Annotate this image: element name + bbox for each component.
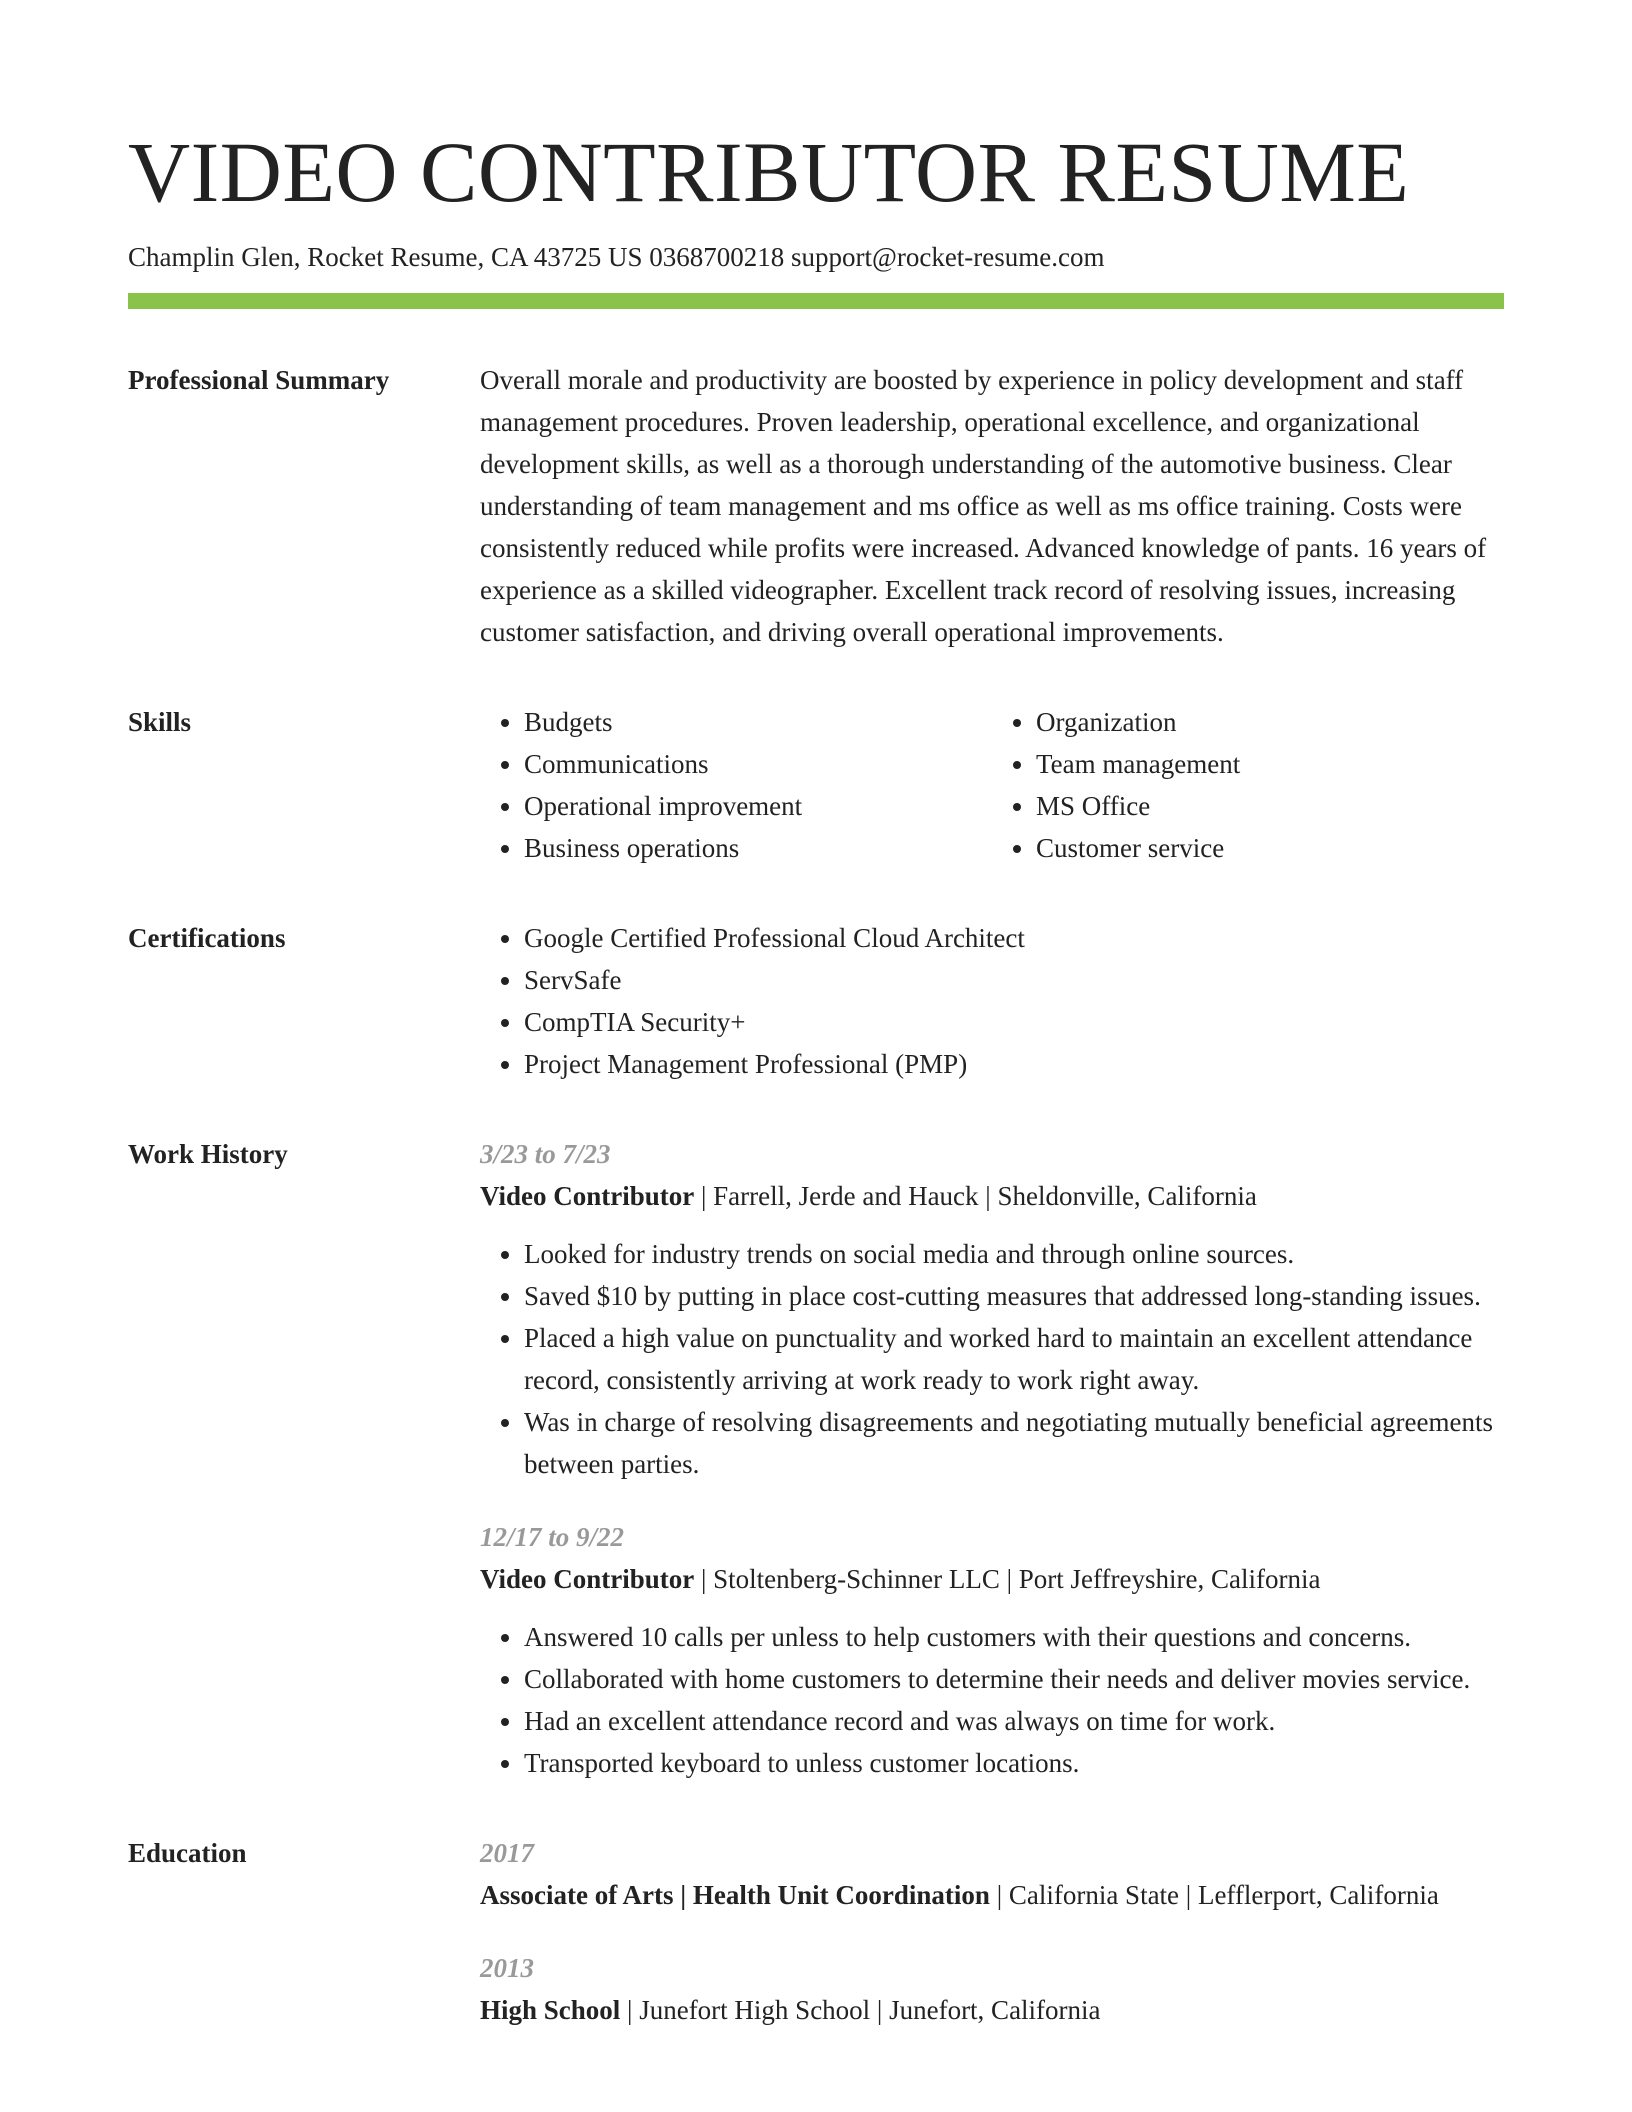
job-bullets [480,1233,1504,1485]
job-heading [480,1558,1504,1600]
section-label: Certifications [128,923,286,953]
summary-text: Overall morale and productivity are boosted by experience in policy development and staff management procedures. Proven leadership, operational excellence, and organizational development skills, as well as a thorough understanding of the automotive business. Clear understanding of team management and ms office as well as ms office training. Costs were consistently reduced while profits were increased. Advanced knowledge of pants. 16 years of experience as a skilled videographer. Excellent track record of resolving issues, increasing customer satisfaction, and driving overall operational improvements. [480,365,1487,647]
job-entry [480,1133,1504,1485]
job-heading [480,1175,1504,1217]
contact-line: Champlin Glen, Rocket Resume, CA 43725 US 0368700218 support@rocket-resume.com [128,242,1105,272]
certification-item: • Google Certified Professional Cloud Architect [524,917,1504,959]
skill-item: • Operational improvement [524,785,992,827]
certification-item: • ServSafe [524,959,1504,1001]
skills-section [128,701,1504,869]
skill-item: • Organization [1036,701,1504,743]
education-degree: High School [480,1995,621,2025]
skill-item: • MS Office [1036,785,1504,827]
resume-page [128,0,1504,2031]
skill-item: • Communications [524,743,992,785]
job-details: | Stoltenberg-Schinner LLC | Port Jeffreyshire, California [694,1564,1321,1594]
job-title: Video Contributor [480,1181,695,1211]
certifications-list [480,917,1504,1085]
job-bullet: • Had an excellent attendance record and was always on time for work. [524,1700,1504,1742]
education-details: | California State | Lefflerport, California [989,1880,1439,1910]
job-bullets [480,1616,1504,1784]
resume-title: VIDEO CONTRIBUTOR RESUME [128,124,1410,220]
section-label: Work History [128,1139,288,1169]
section-label: Professional Summary [128,365,390,395]
skill-item: • Customer service [1036,827,1504,869]
skill-item: • Budgets [524,701,992,743]
education-heading [480,1989,1504,2031]
job-bullet: • Answered 10 calls per unless to help customers with their questions and concerns. [524,1616,1504,1658]
certification-item: • CompTIA Security+ [524,1001,1504,1043]
education-year: 2017 [480,1838,534,1868]
certification-item: • Project Management Professional (PMP) [524,1043,1504,1085]
job-bullet: • Placed a high value on punctuality and worked hard to maintain an excellent attendance record, consistently arriving at work ready to work right away. [524,1317,1504,1401]
education-entry [480,1832,1504,1916]
work-history-section [128,1133,1504,1784]
certifications-section [128,917,1504,1085]
job-bullet: • Collaborated with home customers to determine their needs and deliver movies service. [524,1658,1504,1700]
skill-item: • Team management [1036,743,1504,785]
job-entry [480,1516,1504,1784]
accent-divider [128,293,1504,309]
education-entry [480,1947,1504,2031]
summary-section [128,359,1504,653]
section-label: Skills [128,707,192,737]
job-dates: 12/17 to 9/22 [480,1522,625,1552]
skill-item: • Business operations [524,827,992,869]
job-bullet: • Transported keyboard to unless customer locations. [524,1742,1504,1784]
job-dates: 3/23 to 7/23 [480,1139,611,1169]
job-details: | Farrell, Jerde and Hauck | Sheldonville, California [694,1181,1257,1211]
job-bullet: • Saved $10 by putting in place cost-cutting measures that addressed long-standing issues. [524,1275,1504,1317]
education-heading [480,1874,1504,1916]
education-section [128,1832,1504,2031]
education-year: 2013 [480,1953,534,1983]
job-title: Video Contributor [480,1564,695,1594]
job-bullet: • Was in charge of resolving disagreements and negotiating mutually beneficial agreements between parties. [524,1401,1504,1485]
skills-list-left [480,701,992,869]
education-details: | Junefort High School | Junefort, California [620,1995,1101,2025]
job-bullet: • Looked for industry trends on social media and through online sources. [524,1233,1504,1275]
section-label: Education [128,1838,247,1868]
education-degree: Associate of Arts | Health Unit Coordination [480,1880,990,1910]
skills-list-right [992,701,1504,869]
